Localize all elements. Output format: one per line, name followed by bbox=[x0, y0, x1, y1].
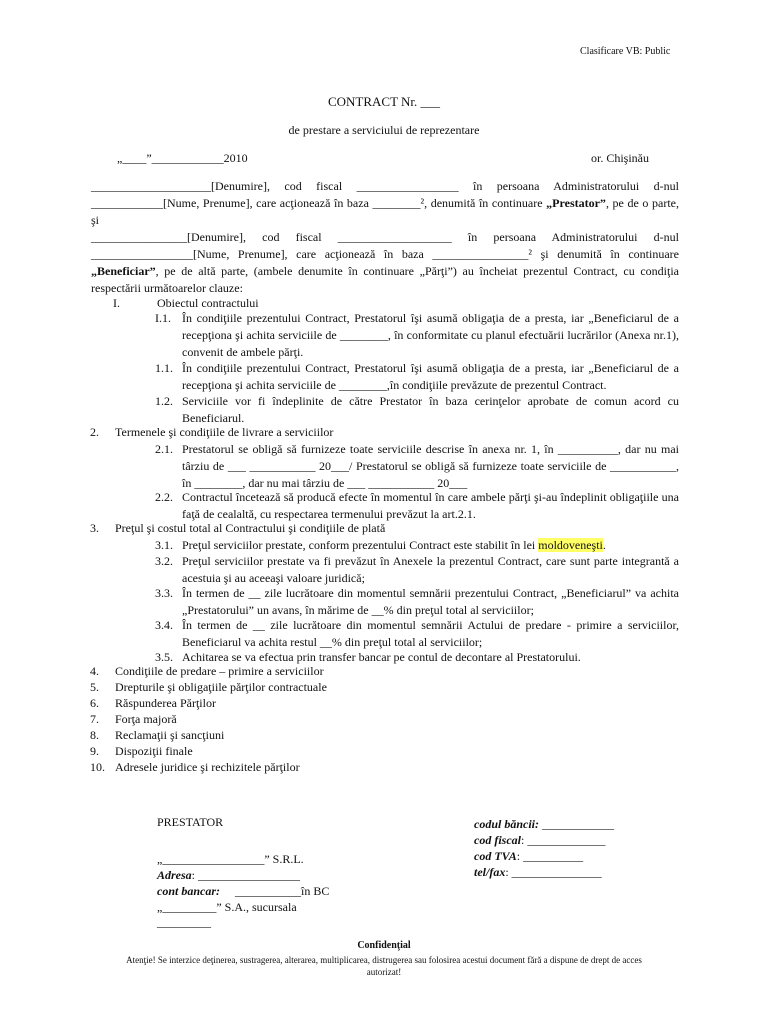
clause-item: 3.5. Achitarea se va efectua prin transfer bancar pe contul de decontare al Prestatorului. bbox=[155, 650, 581, 664]
clause-item: 2.2. Contractul încetează să producă efecte în momentul în care ambele părţi şi-au îndeplinit obligaţiile una faţă de cealaltă, cu respectarea termenului prevăzut la art.2.1. bbox=[155, 490, 679, 521]
footer-confidential: Confidenţial bbox=[357, 940, 411, 951]
prestator-bank: „_________” S.A., sucursala bbox=[157, 900, 297, 914]
prestator-heading: PRESTATOR bbox=[157, 815, 224, 829]
clause-item: 1.2. Serviciile vor fi îndeplinite de către Prestator în baza cerinţelor aprobate de comun acord cu Beneficiarul. bbox=[155, 394, 679, 425]
cod-fiscal: cod fiscal: _____________ bbox=[474, 833, 606, 847]
party-prestator-paragraph: ____________________[Denumire], cod fiscal _________________ în persoana Administratorului d-nul ____________[Nume, Prenume], care acţionează în baza ________², denumită în continuare „Prestator”, pe de o parte, şi bbox=[91, 179, 679, 227]
contract-city: or. Chişinău bbox=[591, 151, 650, 165]
clause-item: 2.1. Prestatorul se obligă să furnizeze toate serviciile descrise în anexa nr. 1, în __________, dar nu mai târziu de ___ ___________ 20___/ Prestatorul se obligă să furnizeze toate serviciile de ___________, în ________, dar nu mai târziu de ___ ___________ 20___ bbox=[155, 442, 679, 490]
contract-subtitle: de prestare a serviciului de reprezentare bbox=[288, 123, 480, 137]
beneficiar-term: „Beneficiar” bbox=[91, 264, 156, 278]
cod-tva: cod TVA: __________ bbox=[474, 849, 584, 863]
clause-item: 3.1. Preţul serviciilor prestate, conform prezentului Contract este stabilit în lei moldoveneşti. bbox=[155, 538, 606, 552]
prestator-adresa: Adresa: _________________ bbox=[157, 868, 301, 882]
clause-item: 3.2. Preţul serviciilor prestate va fi prevăzut în Anexele la prezentul Contract, care sunt parte integrantă a acestuia şi au aceeaşi valoare juridică; bbox=[155, 554, 679, 585]
prestator-srl: „_________________” S.R.L. bbox=[157, 852, 304, 866]
clause-item: 3.3. În termen de __ zile lucrătoare din momentul semnării prezentului Contract, „Beneficiarul” va achita „Prestatorului” un avans, în mărime de __% din preţul total al serviciilor; bbox=[155, 586, 679, 617]
footer-warning: Atenţie! Se interzice deţinerea, sustragerea, alterarea, multiplicarea, distrugerea sau folosirea acestui document fără a dispune de drept de acces autorizat! bbox=[126, 955, 642, 977]
clause-item: 1.1. În condiţiile prezentului Contract, Prestatorul îşi asumă obligaţia de a presta, iar „Beneficiarul de a recepţiona şi achita serviciile de ________,în condiţiile prevăzute de prezentul Contract. bbox=[155, 361, 679, 392]
classification-label: Clasificare VB: Public bbox=[580, 46, 671, 57]
prestator-term: „Prestator” bbox=[546, 196, 606, 210]
clause-item: 3.4. În termen de __ zile lucrătoare din momentul semnării Actului de predare - primire a serviciilor, Beneficiarul va achita restul __% din preţul total al serviciilor; bbox=[155, 618, 679, 649]
contract-date: „____”____________2010 bbox=[117, 151, 248, 165]
prestator-bank-tail: _________ bbox=[157, 915, 211, 929]
tel-fax: tel/fax: _______________ bbox=[474, 865, 602, 879]
highlighted-word: moldoveneşti bbox=[538, 538, 603, 552]
clause-item: I.1. În condiţiile prezentului Contract, Prestatorul îşi asumă obligaţia de a presta, iar „Beneficiarul de a recepţiona şi achita serviciile de ________, în conformitate cu planul efectuării lucrărilor (Anexa nr.1), convenit de ambele părţi. bbox=[155, 311, 679, 359]
parties-block bbox=[91, 178, 679, 297]
party-beneficiar-paragraph: ________________[Denumire], cod fiscal ___________________ în persoana Administratorului d-nul _________________[Nume, Prenume], care acţionează în baza ________________² şi denumită în continuare „Beneficiar”, pe de altă parte, (ambele denumite în continuare „Părţi”) au încheiat prezentul Contract, cu condiţia respectării următoarelor clauze: bbox=[91, 230, 679, 295]
prestator-cont: cont bancar: ___________în BC bbox=[157, 884, 330, 898]
codul-bancii: codul băncii: ____________ bbox=[474, 817, 614, 831]
contract-title: CONTRACT Nr. ___ bbox=[327, 94, 441, 109]
